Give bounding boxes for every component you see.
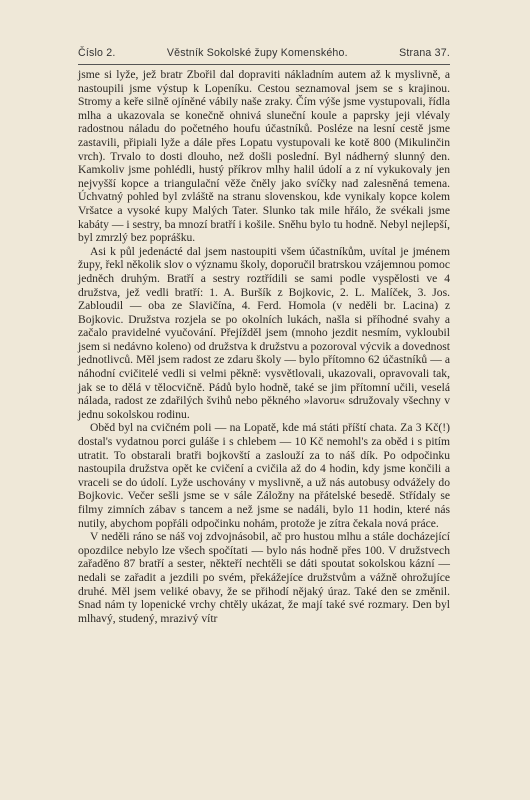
article-body [78,68,450,625]
issue-number: Číslo 2. [78,47,116,59]
journal-title: Věstník Sokolské župy Komenského. [166,47,348,59]
paragraph: jsme si lyže, jež bratr Zbořil dal dopraviti nákladním autem až k myslivně, a nastoupili jsme výstup k Lopeníku. Cestou seznamoval jsem se s krajinou. Stromy a keře silně ojíněné vábily naše zraky. Čím výše jsme vystupovali, řídla mlha a ukazovala se konečně ohnivá sluneční koule a paprsky jeji vlévaly radostnou náladu do početného houfu účastníků. Posléze na lesní cestě jsme zastavili, připiali lyže a dále přes Lopatu vystupovali ke kotě 800 (Mikulinčin vrch). Trvalo to dosti dlouho, než došli poslední. Byl nádherný slunný den. Kamkoliv jsme pohlédli, hustý příkrov mlhy halil údolí a z ní vykukovaly jen nejvyšší kopce a triangulační věže čněly jako svíčky nad zalesněná temena. Úchvatný pohled byl zvláště na stranu slovenskou, kde vynikaly kopce kolem Vršatce a vysoké kupy Malých Tater. Slunko tak mile hřálo, že svékali jsme kabáty — i sestry, ba mnozí bratří i košile. Sněhu bylo tu hodně. Nebyl nejlepší, byl zmrzlý bez poprášku. [78,68,450,245]
paragraph: Asi k půl jedenácté dal jsem nastoupiti všem účastníkům, uvítal je jménem župy, řekl několik slov o významu školy, doporučil bratrskou vzájemnou pomoc jedněch druhým. Bratří a sestry roztřídili se sami podle vyspělosti ve 4 družstva, jež vedli bratří: 1. A. Buršík z Bojkovic, 2. L. Malíček, 3. Jos. Zabloudil — oba ze Slavičína, 4. Ferd. Homola (v neděli br. Lacina) z Bojkovic. Družstva rozjela se po okolních lukách, našla si příhodné svahy a začalo pravidelné vyučování. Přejížděl jsem (mnoho jezdit nesmím, vykloubil jsem si nedávno koleno) od družstva k družstvu a pozoroval výcvik a dovednost jednotlivců. Měl jsem radost ze zdaru školy — bylo přítomno 62 účastníků — a náhodní cvičitelé vedli si velmi pěkně: vysvětlovali, ukazovali, opravovali tak, jak se to dělá v tělocvičně. Pádů bylo hodně, také se jim přítomní učili, veselá nálada, radost ze zdařilých švihů nebo pěkného »lavoru« sdružovaly všechny v jednu sokolskou rodinu. [78,244,450,421]
header-rule [78,64,450,65]
paragraph: V neděli ráno se náš voj zdvojnásobil, ač pro hustou mlhu a stále docházející opozdilce nebylo lze všech spočítati — bylo nás hodně přes 100. V družstvech zařaděno 87 bratří a sester, někteří nechtěli se dáti spoutat sokolskou kázní — nedali se zařadit a jezdili po svém, překážejíce družstvům a vážně ohrožujíce druhé. Měl jsem veliké obavy, že se přihodí nějaký úraz. Také den se změnil. Snad nám ty lopenické vrchy chtěly ukázat, že mají také své rozmary. Den byl mlhavý, studený, mrazivý vítr [78,530,450,625]
page-number: Strana 37. [399,47,450,59]
paragraph: Oběd byl na cvičném poli — na Lopatě, kde má státi příští chata. Za 3 Kč(!) dostal's vydatnou porci guláše i s chlebem — 10 Kč nemohl's za oběd i s pitím utratit. To obstarali bratři bojkovští a zaslouží za to náš dík. Po odpočinku nastoupila družstva opět ke cvičení a cvičila až do 4 hodin, kdy jsme končili a vraceli se do údolí. Lyže uschovány v myslivně, a už nás autobusy odvážely do Bojkovic. Večer sešli jsme se v sále Záložny na přátelské besedě. Střídaly se filmy zimních zábav s tancem a než jsme se nadáli, bylo 11 hodin, které nás nutily, abychom popřáli odpočinku nohám, protože je zítra čekala nová práce. [78,421,450,530]
page-header [78,47,450,59]
